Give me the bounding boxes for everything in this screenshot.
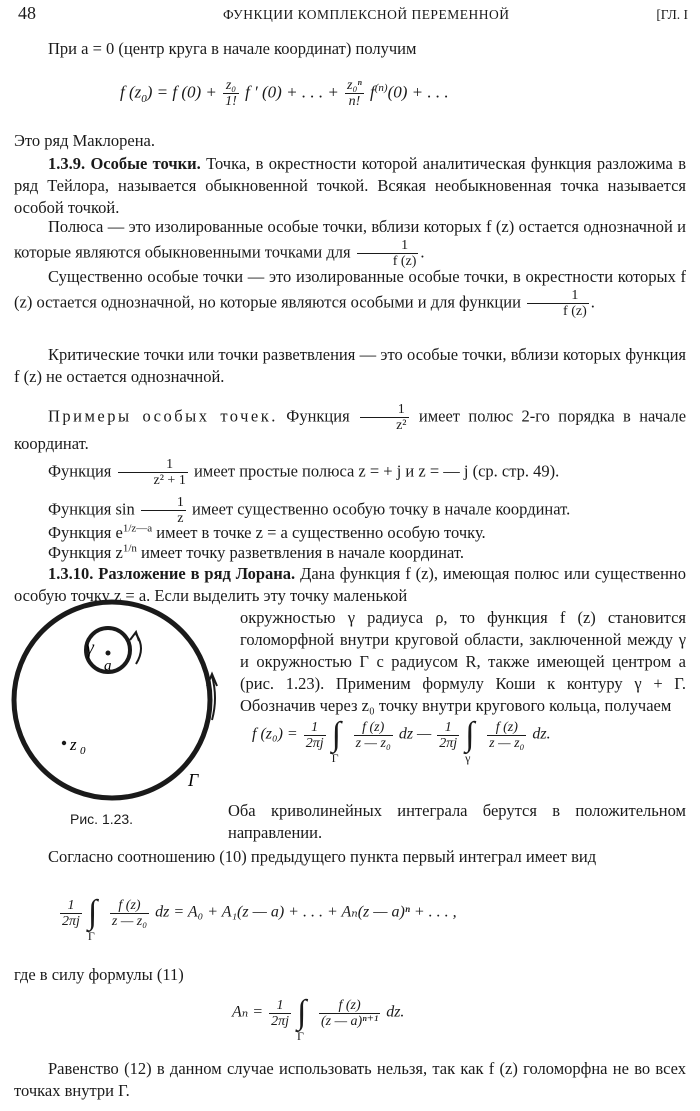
page-header xyxy=(18,2,688,24)
example-1: Примеры особых точек. Функция $\frac{1}{\text{z²}}$ имеет полюс 2-го порядка в начале координат. xyxy=(14,402,687,453)
center-point-a xyxy=(106,651,111,656)
page-number: 48 xyxy=(18,3,36,23)
section-1-3-9-p1: 1.3.9. Особые точки. Точка, в окрестности которой аналитическая функция разложима в ряд Тейлора, называется обыкновенной точкой. Всякая необыкновенная точка называется особой точкой. xyxy=(14,154,686,217)
branch-point-paragraph: Критические точки или точки разветвления — это особые точки, вблизи которых функция f (z) не остается однозначной. xyxy=(14,345,686,386)
section-heading: 1.3.9. Особые точки. xyxy=(48,154,201,173)
final-paragraph: Равенство (12) в данном случае использовать нельзя, так как f (z) голоморфна не во всех точках внутри Γ. xyxy=(14,1059,686,1100)
label-gamma-big: Γ xyxy=(188,770,199,790)
poles-paragraph: Полюса — это изолированные особые точки, вблизи которых f (z) остается однозначной и которые являются обыкновенными точками для $\frac{1}{f (z)}$ . xyxy=(14,217,686,269)
cauchy-formula: f (z₀) = $\frac{1}{2\pi j}$ ∫ Γ $\frac{f (z)}{\text{z — z₀}}$ dz — $\frac{1}{2\pi j}$ ∫ γ $\frac{f (z)}{\text{z — z₀}}$ dz. xyxy=(252,716,551,765)
running-title: ФУНКЦИИ КОМПЛЕКСНОЙ ПЕРЕМЕННОЙ xyxy=(223,7,510,22)
chapter-marker: [ГЛ. I xyxy=(656,7,688,22)
example-2: Функция $\frac{1}{\text{z² + 1}}$ имеет простые полюса z = + j и z = — j (ср. стр. 49). xyxy=(48,457,560,488)
section-1-3-10-lead: 1.3.10. Разложение в ряд Лорана. Дана функция f (z), имеющая полюс или существенно особую точку z = a. Если выделить эту точку маленькой xyxy=(14,564,687,605)
coefficient-formula: Aₙ = $\frac{1}{2\pi j}$ ∫ Γ $\frac{f (z)}{\text{(z — a)ⁿ⁺¹}}$ dz. xyxy=(232,994,405,1043)
laurent-series-formula: $\frac{1}{2\pi j}$ ∫ Γ $\frac{f (z)}{\text{z — z₀}}$ dz = A₀ + A₁(z — a) + . . . + Aₙ(z — a)ⁿ + . . . , xyxy=(62,894,457,943)
ratio-paragraph: Согласно соотношению (10) предыдущего пункта первый интеграл имеет вид xyxy=(48,847,597,866)
label-gamma-small: γ xyxy=(86,637,94,659)
example-4: Функция $e^{1/z—a}$ имеет в точке z = a существенно особую точку. xyxy=(48,522,486,542)
intro-line xyxy=(14,38,686,60)
point-z0 xyxy=(62,741,66,745)
example-5: Функция $z^{1/n}$ имеет точку разветвления в начале координат. xyxy=(48,542,464,562)
intro-text: При a = 0 (центр круга в начале координат) получим xyxy=(48,39,417,58)
label-a: a xyxy=(104,658,112,674)
label-z0-sub: 0 xyxy=(80,745,86,757)
maclaurin-note: Это ряд Маклорена. xyxy=(14,131,155,150)
where-line: где в силу формулы (11) xyxy=(14,965,184,984)
taylor-formula: f $(z_0) = f$ (0) + $\frac{\text{z₀}}{1!}$ f ′ (0) + . . . + $\frac{\text{z₀ⁿ}}{n!}$ $f^{(n)}(0)$ + . . . xyxy=(120,78,449,109)
outer-circle-Gamma xyxy=(14,602,210,798)
figure-annulus xyxy=(8,598,236,808)
section-heading: 1.3.10. Разложение в ряд Лорана. xyxy=(48,564,296,583)
positive-direction-note: Оба криволинейных интеграла берутся в положительном направлении. xyxy=(228,801,686,842)
figure-caption: Рис. 1.23. xyxy=(70,811,134,827)
figure-side-text: окружностью γ радиуса ρ, то функция f (z) становится голоморфной внутри круговой области, заключенной между γ и окружностью Γ с радиусом R, также имеющей центром a (рис. 1.23). Применим формулу Коши к контуру γ + Γ. Обозначив через z₀ точку внутри кругового кольца, получаем xyxy=(240,608,686,715)
essential-singularity-paragraph: Существенно особые точки — это изолированные особые точки, в окрестности которых f (z) остается однозначной, но которые являются особыми и для функции $\frac{1}{f (z)}$ . xyxy=(14,267,686,319)
example-3: Функция sin $\frac{1}{z}$ имеет существенно особую точку в начале координат. xyxy=(48,495,571,526)
label-z0: z xyxy=(70,735,77,754)
